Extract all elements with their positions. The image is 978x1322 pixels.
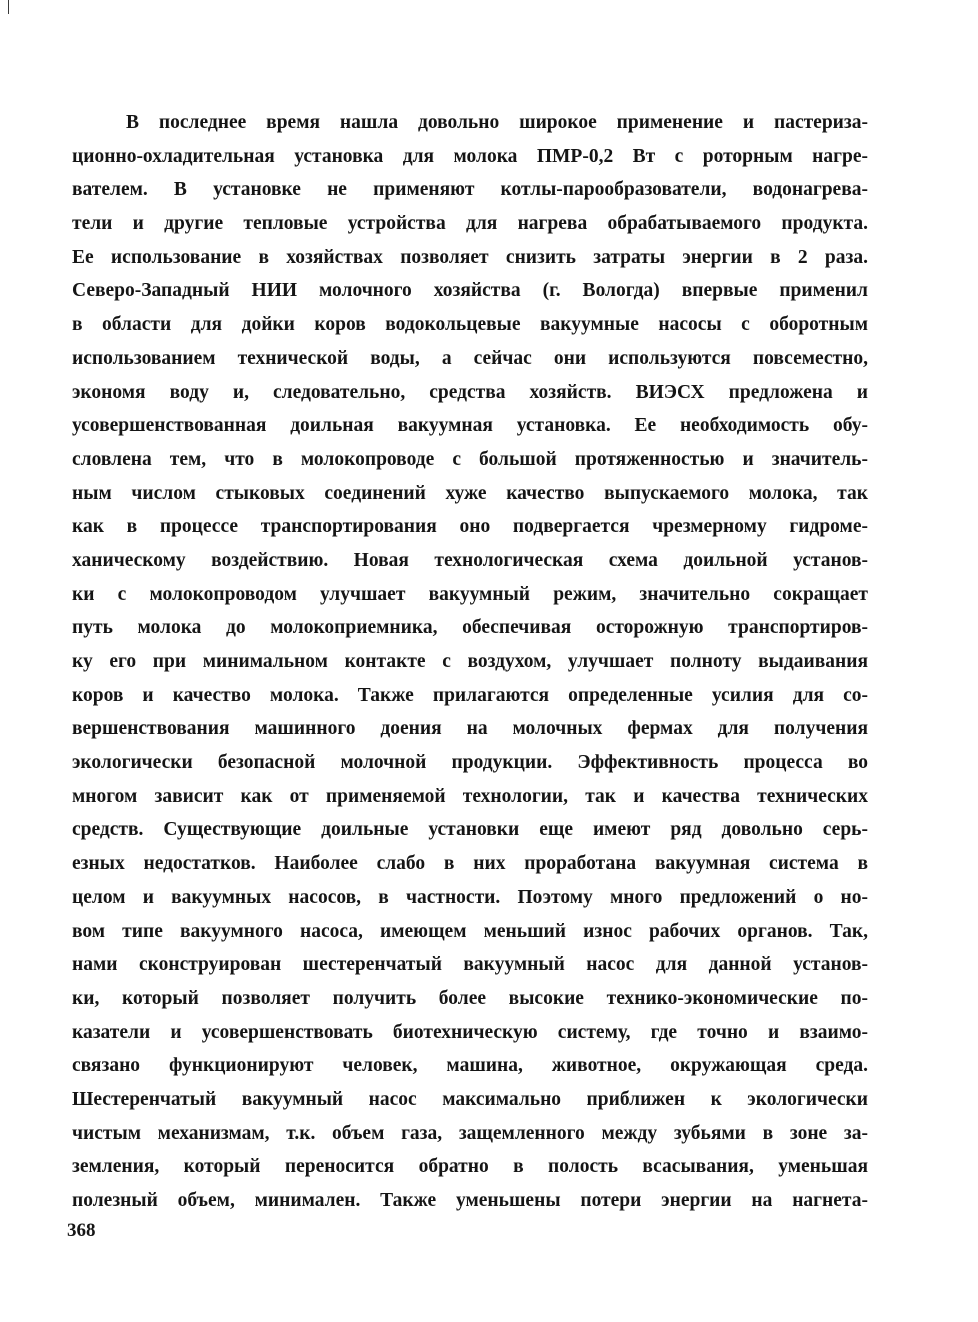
body-text bbox=[72, 106, 868, 1218]
text-line: экологически безопасной молочной продукции. Эффективность процесса во bbox=[72, 752, 868, 774]
scan-edge-mark bbox=[8, 0, 9, 14]
text-line: нами сконструирован шестеренчатый вакуумный насос для данной установ- bbox=[72, 954, 868, 976]
text-line: ки, который позволяет получить более высокие технико-экономические по- bbox=[72, 987, 868, 1009]
text-line: тели и другие тепловые устройства для нагрева обрабатываемого продукта. bbox=[72, 213, 868, 235]
text-line: связано функционируют человек, машина, животное, окружающая среда. bbox=[72, 1055, 868, 1077]
text-line: целом и вакуумных насосов, в частности. Поэтому много предложений о но- bbox=[72, 886, 868, 908]
text-line: как в процессе транспортирования оно подвергается чрезмерному гидроме- bbox=[72, 516, 868, 538]
text-line: земления, который переносится обратно в полость всасывания, уменьшая bbox=[72, 1156, 868, 1178]
text-line: Северо-Западный НИИ молочного хозяйства (г. Вологда) впервые применил bbox=[72, 280, 868, 302]
page-number: 368 bbox=[67, 1220, 96, 1241]
text-line: ционно-охладительная установка для молока ПМР-0,2 Вт с роторным нагре- bbox=[72, 145, 868, 167]
text-line: использованием технической воды, а сейчас они используются повсеместно, bbox=[72, 347, 868, 369]
text-line: ным числом стыковых соединений хуже качество выпускаемого молока, так bbox=[72, 482, 868, 504]
text-line: путь молока до молокоприемника, обеспечивая осторожную транспортиров- bbox=[72, 617, 868, 639]
text-line: коров и качество молока. Также прилагаются определенные усилия для со- bbox=[72, 684, 868, 706]
text-line: ки с молокопроводом улучшает вакуумный режим, значительно сокращает bbox=[72, 583, 868, 605]
text-line: В последнее время нашла довольно широкое применение и пастериза- bbox=[126, 112, 868, 133]
text-line: усовершенствованная доильная вакуумная установка. Ее необходимость обу- bbox=[72, 415, 868, 437]
text-line: экономя воду и, следовательно, средства хозяйств. ВИЭСХ предложена и bbox=[72, 381, 868, 403]
text-line: чистым механизмам, т.к. объем газа, защемленного между зубьями в зоне за- bbox=[72, 1122, 868, 1144]
text-line: казатели и усовершенствовать биотехническую систему, где точно и взаимо- bbox=[72, 1021, 868, 1043]
text-line: многом зависит как от применяемой технологии, так и качества технических bbox=[72, 785, 868, 807]
text-line: ку его при минимальном контакте с воздухом, улучшает полноту выдаивания bbox=[72, 651, 868, 672]
text-line: езных недостатков. Наиболее слабо в них проработана вакуумная система в bbox=[72, 853, 868, 875]
text-line: полезный объем, минимален. Также уменьшены потери энергии на нагнета- bbox=[72, 1190, 868, 1211]
text-line: ханическому воздействию. Новая технологическая схема доильной установ- bbox=[72, 549, 868, 571]
text-line: в области для дойки коров водокольцевые вакуумные насосы с оборотным bbox=[72, 314, 868, 336]
text-line: Шестеренчатый вакуумный насос максимально приближен к экологически bbox=[72, 1088, 868, 1110]
text-line: средств. Существующие доильные установки еще имеют ряд довольно серь- bbox=[72, 819, 868, 841]
text-line: вершенствования машинного доения на молочных фермах для получения bbox=[72, 718, 868, 740]
text-line: словлена тем, что в молокопроводе с большой протяженностью и значитель- bbox=[72, 448, 868, 470]
text-line: вом типе вакуумного насоса, имеющем меньший износ рабочих органов. Так, bbox=[72, 920, 868, 942]
text-line: вателем. В установке не применяют котлы-парообразователи, водонагрева- bbox=[72, 179, 868, 201]
text-line: Ее использование в хозяйствах позволяет снизить затраты энергии в 2 раза. bbox=[72, 246, 868, 268]
